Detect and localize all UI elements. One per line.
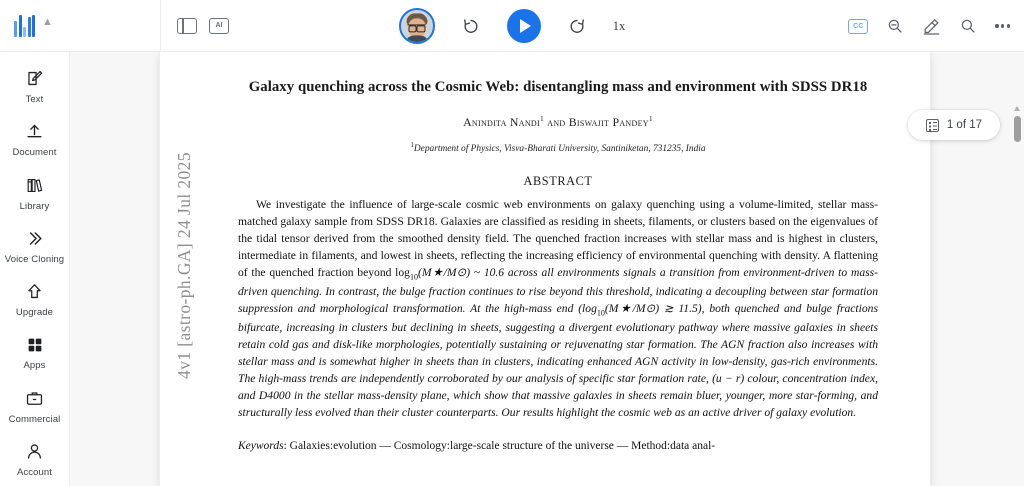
scrollbar-thumb[interactable] <box>1014 116 1021 142</box>
briefcase-icon <box>25 388 44 409</box>
vertical-scrollbar[interactable] <box>1013 106 1021 486</box>
scroll-up-arrow-icon[interactable] <box>1014 106 1020 111</box>
abstract-body <box>238 196 878 421</box>
caret-up-icon[interactable]: ▲ <box>42 16 53 28</box>
keywords-text: : Galaxies:evolution — Cosmology:large-scale structure of the universe — Method:data anal- <box>283 440 716 453</box>
sidebar-item-label: Voice Cloning <box>4 253 65 265</box>
person-icon <box>25 441 44 462</box>
pencil-square-icon <box>25 68 44 89</box>
magnifier-minus-icon[interactable] <box>886 17 904 35</box>
abstract-heading: ABSTRACT <box>523 174 593 189</box>
top-toolbar <box>0 0 1024 52</box>
ellipsis-icon[interactable] <box>995 24 1010 27</box>
abstract-subscript-2: 10 <box>596 308 605 318</box>
rewind-15-icon[interactable] <box>461 16 481 36</box>
app-logo[interactable] <box>14 15 53 37</box>
forward-15-icon[interactable] <box>567 16 587 36</box>
document-viewport[interactable] <box>70 52 1024 486</box>
affiliation-text: Department of Physics, Visva-Bharati University, Santiniketan, 731235, India <box>413 144 706 155</box>
abstract-part-3: (M★/M⊙) ≳ 11.5), both quenched and bulge fractions bifurcate, increasing in clusters but declining in sheets, suggesting a divergent evolutionary pathway where massive galaxies in sheets retain cold gas and disk-like morphologies, potentially sustaining or rejuvenating star formation. The AGN fraction also increases with stellar mass and is somewhat higher in sheets than in clusters, indicating enhanced AGN activity in low-density, gas-rich environments. The high-mass trends are independently corroborated by our analysis of specific star formation rate, (u − r) colour, concentration index, and D4000 in the stellar mass-density plane, which show that massive galaxies in sheets remain bluer, younger, more star-forming, and structurally less evolved than their cluster counterparts. Our results highlight the cosmic web as an active driver of galaxy evolution. <box>238 302 878 420</box>
author-line <box>238 114 878 130</box>
abstract-part-2: (M★/M⊙) ~ 10.6 across all environments signals a transition from environment-driven to mass-driven quenching. In contrast, the bulge fraction continues to rise beyond this threshold, indicating a decoupling between star formation suppression and morphological transformation. At the high-mass end (log <box>238 266 878 316</box>
search-icon[interactable] <box>959 17 977 35</box>
books-icon <box>25 175 44 196</box>
up-arrow-icon <box>25 281 44 302</box>
author-conjunction: and Biswajit Pandey <box>544 114 649 129</box>
ai-icon[interactable] <box>209 18 229 34</box>
abstract-part-1: We investigate the influence of large-scale cosmic web environments on galaxy quenching using a volume-limited, stellar mass-matched galaxy sample from SDSS DR18. Galaxies are classified as residing in sheets, filaments, or clusters based on the eigenvalues of the tidal tensor derived from the smoothed density field. The quenched fraction increases with stellar mass and is highest in clusters, intermediate in filaments, and lowest in sheets, reflecting the increasing efficiency of environmental quenching with density. A flattening of the quenched fraction beyond log <box>238 198 878 280</box>
sidebar-item-label: Upgrade <box>15 307 54 319</box>
arxiv-stamp: 4v1 [astro-ph.GA] 24 Jul 2025 <box>174 152 194 379</box>
affiliation-marker: 1 <box>410 140 414 149</box>
page-content <box>160 52 930 455</box>
double-chevron-right-icon <box>25 228 44 249</box>
grid-squares-icon <box>26 334 44 355</box>
panel-layout-icon[interactable] <box>177 18 197 34</box>
upload-icon <box>25 121 44 142</box>
cc-icon-label: CC <box>853 22 864 30</box>
sidebar-item-label: Account <box>16 466 53 478</box>
cc-icon[interactable] <box>848 19 868 34</box>
sidebar-item-document[interactable] <box>0 113 70 166</box>
sidebar-item-label: Library <box>19 200 50 212</box>
page-indicator-text: 1 of 17 <box>946 119 982 131</box>
sidebar-item-apps[interactable] <box>0 326 70 379</box>
pdf-page <box>160 52 930 486</box>
right-toolbar-controls <box>848 0 1010 52</box>
affiliation-line <box>238 141 878 154</box>
brand-area <box>0 0 160 52</box>
keywords-label: Keywords <box>238 440 284 453</box>
sidebar-item-upgrade[interactable] <box>0 273 70 326</box>
highlighter-pen-icon[interactable] <box>922 17 941 36</box>
sidebar-item-text[interactable] <box>0 60 70 113</box>
avatar-icon <box>403 13 430 43</box>
sidebar-item-commercial[interactable] <box>0 380 70 433</box>
sidebar-item-label: Commercial <box>8 413 61 425</box>
author-two-affil-marker: 1 <box>648 113 653 123</box>
left-toolbar-controls <box>161 18 229 34</box>
waveform-icon <box>14 15 35 37</box>
play-icon[interactable] <box>507 9 541 43</box>
sidebar-item-voice-cloning[interactable] <box>0 220 70 273</box>
left-sidebar <box>0 52 70 486</box>
page-indicator-badge[interactable] <box>908 110 1000 140</box>
voice-avatar[interactable] <box>399 8 435 44</box>
sidebar-item-account[interactable] <box>0 433 70 486</box>
sidebar-item-label: Document <box>12 147 57 159</box>
keywords-line <box>238 438 878 455</box>
sidebar-item-label: Apps <box>23 360 46 372</box>
abstract-subscript-1: 10 <box>409 272 418 282</box>
page-list-icon <box>926 119 939 132</box>
sidebar-item-label: Text <box>25 94 44 106</box>
ai-icon-label: AI <box>215 22 223 29</box>
author-one-affil-marker: 1 <box>539 113 545 123</box>
sidebar-item-library[interactable] <box>0 167 70 220</box>
speed-control[interactable]: 1x <box>612 18 626 33</box>
page-title: Galaxy quenching across the Cosmic Web: disentangling mass and environment with SDSS DR18 <box>248 79 868 95</box>
author-one: Anindita Nandi <box>463 114 540 129</box>
